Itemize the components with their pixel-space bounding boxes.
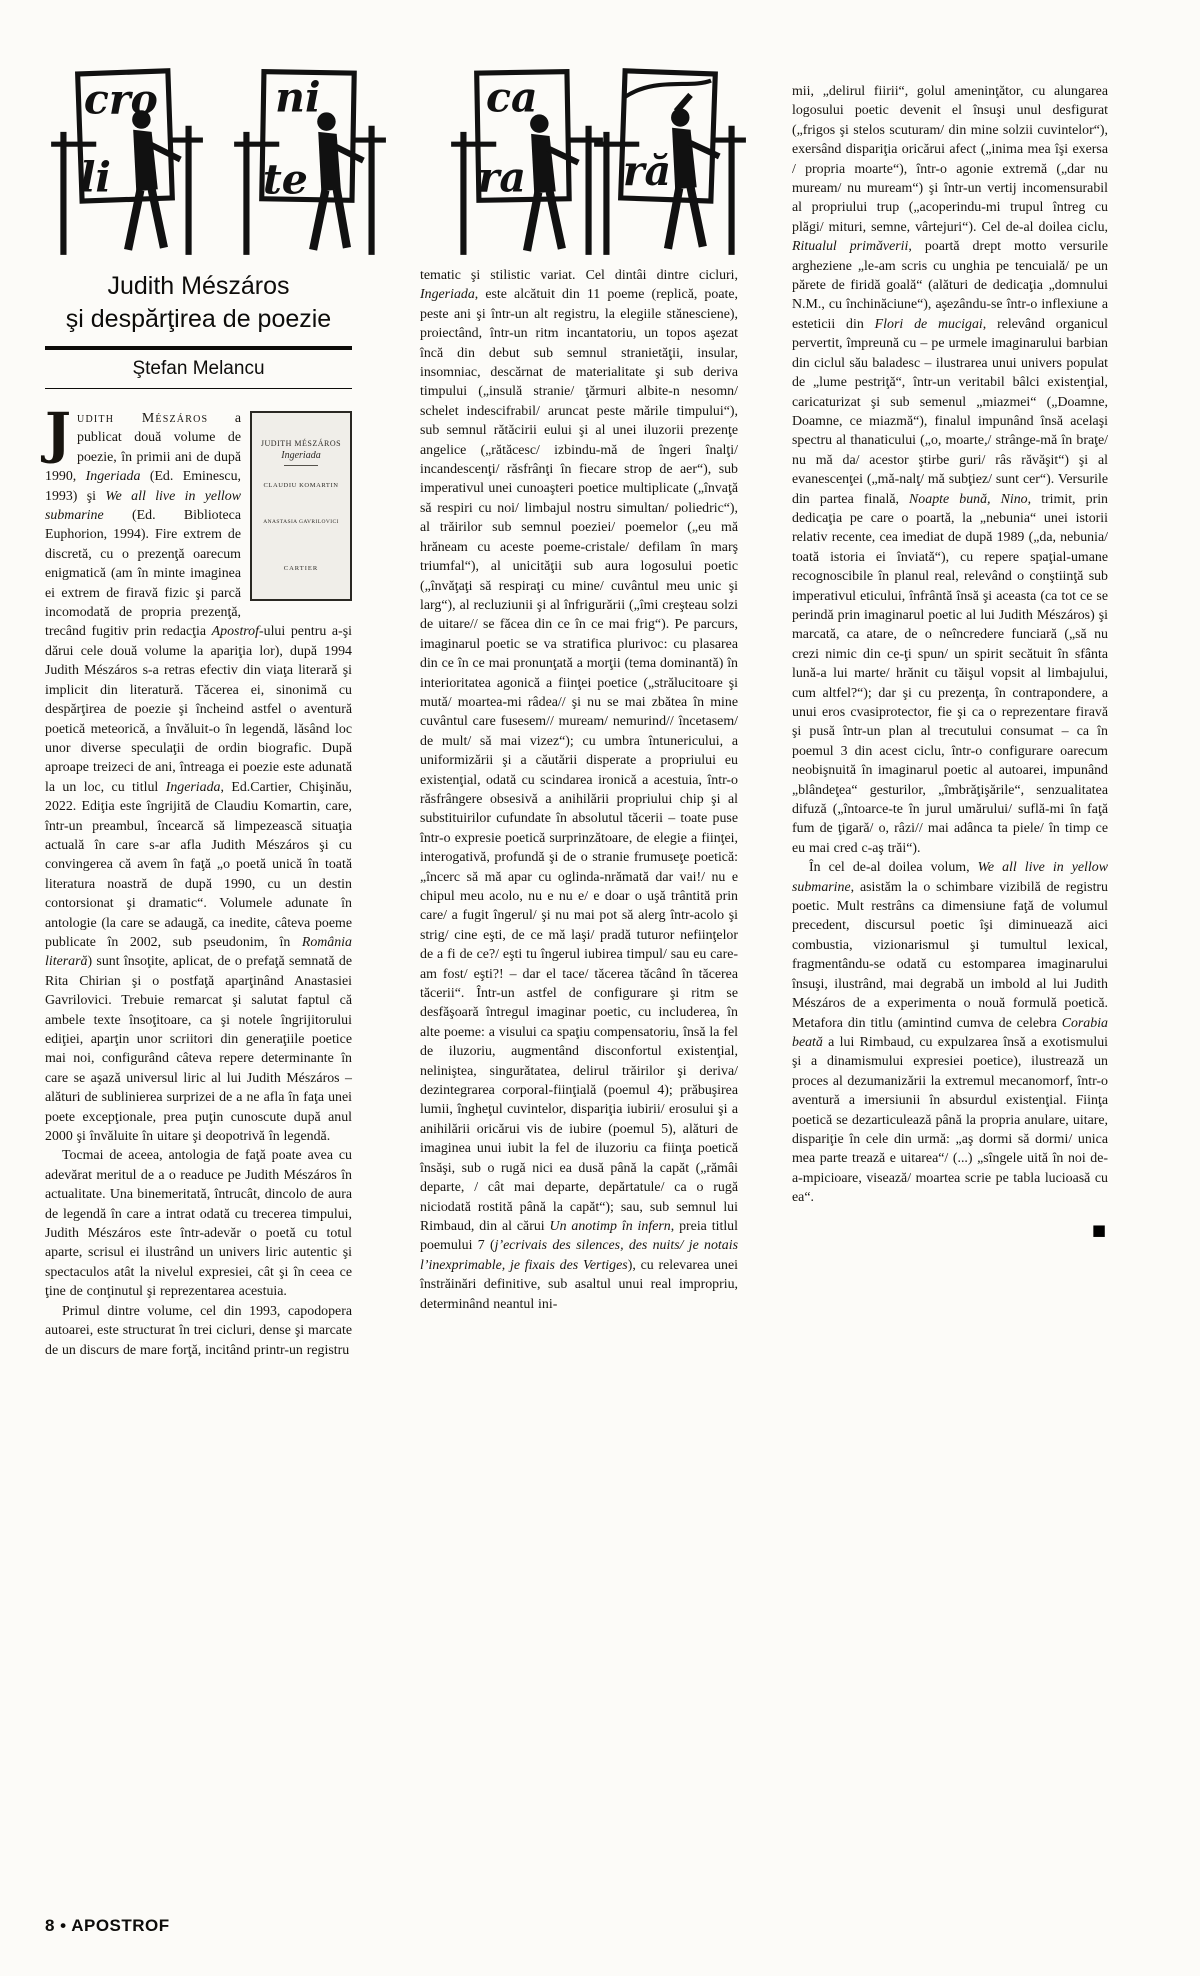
panel-letters-bottom: ra [477,152,526,202]
article-title-line2: şi despărţirea de poezie [65,305,332,333]
article-title-line1: Judith Mészáros [107,272,290,300]
book-cover-title: Ingeriada [281,450,321,461]
panel-letters-top: ca [486,72,538,122]
article-paragraph: Tocmai de aceea, antologia de faţă poate avea cu adevărat meritul de a o readuce pe Judith Mészáros în actualitate. Una binemeritată, întrucât, dincolo de aura de legendă în care a intrat odată cu trecerea timpului, Judith Mészáros este într-adevăr o poetă cu totul aparte, scrisul ei ilustrând un univers liric autentic şi spectaculos atât la nivelul expresiei, cât şi în ceea ce ţine de conţinutul şi reprezentarea acestuia. [45,1148,352,1300]
article-column-left [45,266,352,1360]
header-art-panel-ni-te [228,58,390,258]
page-footer: 8 • APOSTROF [45,1916,170,1935]
drop-cap: J [45,400,72,465]
header-art-panel-ca-ra [445,58,607,258]
end-of-article-mark: ■ [1091,1220,1106,1239]
article-paragraph: mii, „delirul fiirii“, golul ameninţător, cu alungarea logosului poetic devenit el însuşi unul desfigurat („frigos şi stelos scuturam/ din mine solzii cuvintelor“), exersând dispariţia oricărui afect („inima mea îşi exersa / propria moarte“), într-o agonie extremă („dar nu muream/ nu muream“) şi într-un vertij incomensurabil al propriului trup („acoperindu-mi trupul întreg cu plăgi/ mituri, semne, vârtejuri“). Cel de-al doilea ciclu, Ritualul primăverii, poartă drept motto versurile argheziene „le-am scris cu unghia pe tencuială/ pe un părete de firidă goală“ (alături de dedicaţia „domnului N.M., cu închinăciune“), aşezându-se într-o inflexiune a esteticii din Flori de mucigai, relevând organicul pervertit, împreună cu – pe urmele imaginarului barbian din ciclul său baladesc – ilustrarea unui univers populat de „lume pestriţă“, într-un veritabil bâlci existenţial, caricaturizat şi sub semenul „miazmei“ („Doamne, Doamne, ce miazmă“), finalul impunând însă acelaşi spectru al thanaticului („o, moarte,/ strânge-mă în braţe/ nu mă da/ acestor ştirbe guri/ râs răvăşit“) şi al evanescenţei („mă-nalţ/ mă subţiez/ sunt cer“). Versurile din partea finală, Noapte bună, Nino, trimit, prin dedicaţia pe care o poartă, la „nebunia“ unei istorii relativ recente, cea imediat de după 1989 („da, nebunia/ toată istoria ei înviată“), cu repere spaţial-umane recognoscibile în planul real, relevând o conştiinţă sub imperativul eticului, înfrântă însă şi aceasta (ca tot ce se perindă prin imaginarul poetic al lui Judith Mészáros) şi marcată, ca atare, de o neîncredere funciară („să nu crezi nimic din ce-ţi spun/ un spirit secătuit în sfânta lună-a lui marte/ hrănit cu tăişul vopsit al limbajului, cum altfel?“); dar şi cu prezenţa, în contrapondere, a unui eros cvasiprotector, fie şi ca o reprezentare firavă şi pusă într-un plan al trecutului consumat – ca în poemul 3 din acest ciclu, într-o configurare oarecum neobişnuită în imaginarul poetic al autoarei, impunând „blândeţea“ gesturilor, „îmbrăţişările“, senzualitatea difuză („întoarce-te în jurul umărului/ suflă-mi în faţă fum de ţigară/ o, râzi// mai adânca ta piele/ în timp ce eu mai cred c-aş trăi“). [792,84,1108,856]
panel-letters-bottom: te [262,154,308,204]
article-column-right [792,82,1108,1240]
sketch-line [625,81,711,97]
lead-small-caps: udith Mészáros [77,411,209,426]
book-cover-publisher: CARTIER [283,565,319,572]
panel-letters-top: ni [275,72,321,122]
end-of-article-row [792,1222,1108,1240]
article-text-right [792,82,1108,1208]
article-text-left [45,400,352,1360]
book-cover-image [250,411,352,601]
book-cover-editor: CLAUDIU KOMARTIN [263,482,339,489]
header-art-panel-ra [588,58,750,258]
book-cover-author: JUDITH MÉSZÁROS [260,439,342,448]
article-author: Ştefan Melancu [132,358,265,379]
figure-head [671,108,689,126]
article-text-middle [420,266,738,1314]
header-art-panel-cro-li [45,58,207,258]
cronica-literara-artwork [45,58,765,258]
panel-letters-top: cro [83,74,158,124]
panel-letters-bottom: ră [622,146,672,196]
article-title [45,270,352,336]
article-paragraph: Judith Mészáros a publicat două volume de poezie, în primii ani de după 1990, Ingeriada (Ed. Eminescu, 1993) şi We all live in yellow submarine (Ed. Biblioteca Euphorion, 1994). Fire extrem de discretă, cu o prezenţă oarecum enigmatică (am în minte imaginea ei extrem de firavă fizic şi parcă incomodată de propria prezenţă, trecând fugitiv prin redacţia Apostrof-ului pentru a-şi dărui cele două volume la apariţia lor), după 1994 Judith Mészáros s-a retras efectiv din viaţa literară şi implicit din literatură. Tăcerea ei, sinonimă cu despărţirea de poezie şi încheind astfel o aventură poetică meteorică, a învăluit-o în legendă, lăsând loc unor diverse speculaţii de ordin biografic. După aproape treizeci de ani, întreaga ei poezie este adunată la un loc, cu titlul Ingeriada, Ed.Cartier, Chişinău, 2022. Ediţia este îngrijită de Claudiu Komartin, care, într-un preambul, încearcă să limpezească situaţia actuală în care s-ar afla Judith Mészáros şi cu convingerea că avem în faţă „o poetă unică în toată literatura noastră de după 1990, cu un destin contorsionat şi dramatic“. Volumele adunate în antologie (la care se adaugă, ca inedite, câteva poeme publicate în 2002, sub pseudonim, în România literară) sunt însoţite, aplicat, de o prefaţă semnată de Rita Chirian şi o postfaţă aparţinând Anastasiei Gavrilovici. Trebuie remarcat şi salutat faptul că ambele texte însoţitoare, ca şi notele îngrijitorului ediţiei, aparţin unor scriitori din generaţiile poetice mai noi, configurând câteva repere determinante în care se aşază universul liric al lui Judith Mészáros – alături de sublinierea surprizei de a ne afla în faţa unei poete excepţionale, prea puţin cunoscute după anul 2000 şi învăluite în uitare şi deopotrivă în legendă. [45,400,352,1145]
article-paragraph: tematic şi stilistic variat. Cel dintâi dintre cicluri, Ingeriada, este alcătuit din 11 poeme (replică, poate, peste ani şi într-un alt registru, la elegiile stănesciene), proiectând, într-un ritm incantatoriu, un topos aşezat încă din debut sub semnul stranietăţii, insular, insomniac, descărnat de materialitate şi sub deriva timpului („insulă stranie/ ţărmuri albite-n nesomn/ schelet indescifrabil/ aruncat peste mările timpului“), sub semnul rătăcirii eului şi al unei iluzorii prezenţe angelice („rătăcesc/ izbindu-mă de îngeri înalţi/ incandescenţi/ răsfrânţi în fiecare strop de aer“), sub imperativul unei cunoaşteri poetice multiplicate („învaţă să respiri cu noi/ limbajul nostru simultan/ poliedric“), al trăirilor sub semnul poeziei/ poemelor („eu mă hrăneam cu aceste poeme-cristale/ defilam în marş triumfal“), al unicităţii sub aura logosului poetic („învăţaţi să respiraţi cu mine/ cuvântul meu unic şi larg“), al recluziunii şi al înfrigurării („îmi creşteau solzi de uitare// se făcea din ce în ce mai frig“). Pe parcurs, imaginarul poetic se va stratifica plurivoc: cu plasarea din ce în ce mai pronunţată a morţii (tema dominantă) în interioritatea agonică a fiinţei poetice („strălucitoare şi mută/ moartea-mi râdea// şi nu se mai zbătea în mine cuvântul care fusesem// muream/ nemurind// încetasem/ de mult/ să mai vizez“); cu umbra întunericului, a uniformizării şi a căutării disperate a propriului eu existenţial, odată cu scindarea ironică a acestuia, într-o răsfrângere obsesivă a anihilării propriului chip şi al substituirilor cufundate în absolutul tăcerii – toate puse într-o expresie poetică surprinzătoare, de elegie a fiinţei, interogativă, profundă şi de o stranie frumuseţe poetică: „încerc să mă apar cu oglinda-nrămată dar vai!/ nu e chipul meu acolo, nu e nu e/ e doar o uşă trântită prin care/ a fugit îngerul/ şi nu mai pot să alerg într-acolo şi strig/ cine eşti, de ce mă laşi/ pradă tuturor nefiinţelor de a fi de ce?/ eşti tu îngerul iubirea timpul/ sau eu care-am fost/ eşti?! – dar el tace/ tăcerea tăcând în tăcerea tăcerii“. Într-un astfel de configurare şi ritm se desfăşoară întregul imaginar poetic, cu includerea, în alte poeme: a visului ca spaţiu compensatoriu, însă la fel de iluzoriu, augmentând disconfortul existenţial, neliniştea, singurătatea, delirul trăirilor şi deriva/ dezintegrarea corporal-fiinţială (poemul 4); prăbuşirea lumii, îngheţul cuvintelor, dispariţia iubirii/ erosului şi a anihilării oricărui vis de iubire (poemul 5), alături de imaginea unui iubit la fel de iluzoriu ca fiinţa poetică însăşi, sub o rugă nici ea dusă până la capăt („rămâi departe, / cât mai departe, depărtatule/ ca o rugă niciodată rostită până la capăt“); sau, sub semnul lui Rimbaud, din al cărui Un anotimp în infern, preia titlul poemului 7 (j’ecrivais des silences, des nuits/ je notais l’inexprimable, je fixais des Vertiges), cu relevarea unei înstrăinări definitive, sub asaltul unui real impropriu, determinând neantul ini- [420,268,739,1312]
book-cover-postface: ANASTASIA GAVRILOVICI [263,519,339,525]
panel-letters-bottom: li [79,152,112,202]
title-rule-bottom [45,388,352,389]
title-rule-top [45,346,352,350]
article-paragraph: Primul dintre volume, cel din 1993, capodopera autoarei, este structurat în trei cicluri, dense şi marcate de un discurs de mare forţă, incitând printr-un registru [45,1303,352,1358]
book-cover-rule [284,465,318,466]
article-column-middle [420,266,738,1314]
article-paragraph: În cel de-al doilea volum, We all live in yellow submarine, asistăm la o schimbare vizibilă de registru poetic. Mult restrâns ca dimensiune faţă de volumul precedent, discursul poetic îşi diminuează aici combustia, vizionarismul şi tumultul lexical, fragmentându-se odată cu estomparea imaginarului însuşi, ilustrând, mai degrabă un imbold al lui Judith Mészáros de a experimenta o nouă formulă poetică. Metafora din titlu (amintind cumva de celebra Corabia beată a lui Rimbaud, cu expulzarea însă a exotismului şi a dinamismului expresiei poetice), ilustrează un proces al dezumanizării la extremul mecanomorf, într-o aventură a imersiunii în absurdul existenţial. Fiinţa poetică se dezarticulează până la propria anulare, uitare, dispariţie în cele din urmă: „aş dormi să dormi/ unica mea parte trează e uitarea“/ (...) „sîngele uită în noi de-a-mpicioare, visează/ moartea scrie pe tabla lucioasă cu ea“. [792,860,1108,1206]
